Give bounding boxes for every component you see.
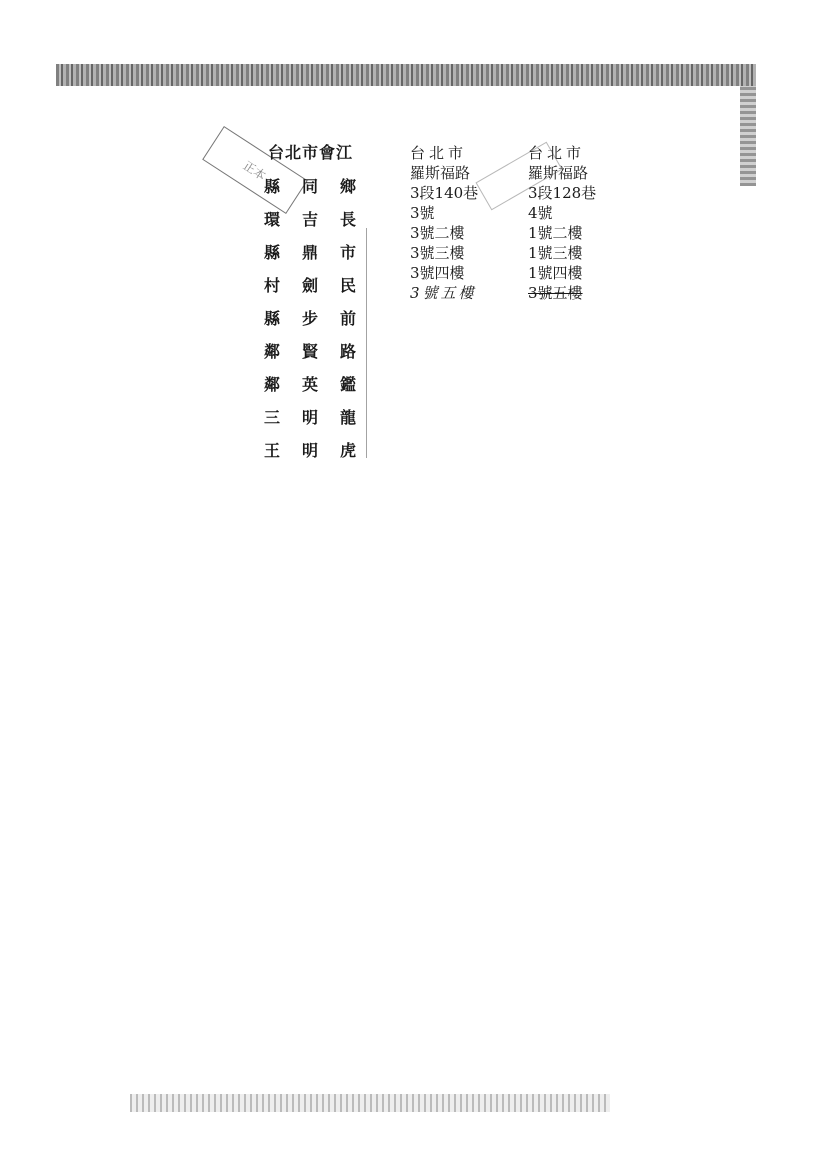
name-char: 英 [301,375,318,394]
address-line: 3號四樓 [410,264,465,282]
stamp-text: 正本 [240,158,269,183]
address-struck: 3號五樓 [528,284,583,302]
address-line: 1號四樓 [528,264,583,282]
name-char: 明 [301,441,318,460]
address-line: 1號二樓 [528,224,583,242]
name-char: 縣 [263,243,280,262]
name-char: 村 [263,276,280,295]
address-line: 1號三樓 [528,244,583,262]
address-block-1 [410,143,478,303]
name-char: 長 [339,210,356,229]
column-divider [366,228,367,458]
name-char: 路 [339,342,356,361]
name-char: 虎 [339,441,356,460]
address-handwritten: 3號五樓 [410,284,477,302]
name-char: 明 [301,408,318,427]
name-char: 龍 [339,408,356,427]
address-line: 3號三樓 [410,244,465,262]
name-char: 劍 [301,276,318,295]
name-char: 鑑 [339,375,356,394]
name-char: 縣 [263,309,280,328]
name-char: 鼎 [301,243,318,262]
address-city: 台北市 [410,144,468,162]
name-char: 三 [263,408,280,427]
address-road: 羅斯福路 [410,164,471,182]
name-char: 賢 [301,342,318,361]
address-line: 3號 [410,204,435,222]
names-column-3 [338,170,358,467]
address-lane: 3段140巷 [410,184,479,202]
name-char: 市 [339,243,356,262]
name-char: 王 [263,441,280,460]
scan-border-top [56,64,756,86]
name-char: 鄰 [263,342,280,361]
address-line: 4號 [528,204,553,222]
name-char: 吉 [301,210,318,229]
name-char: 民 [339,276,356,295]
address-road: 羅斯福路 [528,164,589,182]
names-column-1 [262,170,282,467]
name-char: 鄰 [263,375,280,394]
name-char: 環 [263,210,280,229]
address-city: 台北市 [528,144,586,162]
scan-border-right [740,86,756,186]
names-column-2 [300,170,320,467]
name-char: 同 [301,177,318,196]
name-char: 鄉 [339,177,356,196]
scan-border-bottom [130,1094,610,1112]
name-char: 縣 [263,177,280,196]
address-lane: 3段128巷 [528,184,597,202]
names-heading: 台北市會江 [268,143,354,162]
address-block-2 [528,143,596,303]
address-line: 3號二樓 [410,224,465,242]
name-char: 前 [339,309,356,328]
name-char: 步 [301,309,318,328]
